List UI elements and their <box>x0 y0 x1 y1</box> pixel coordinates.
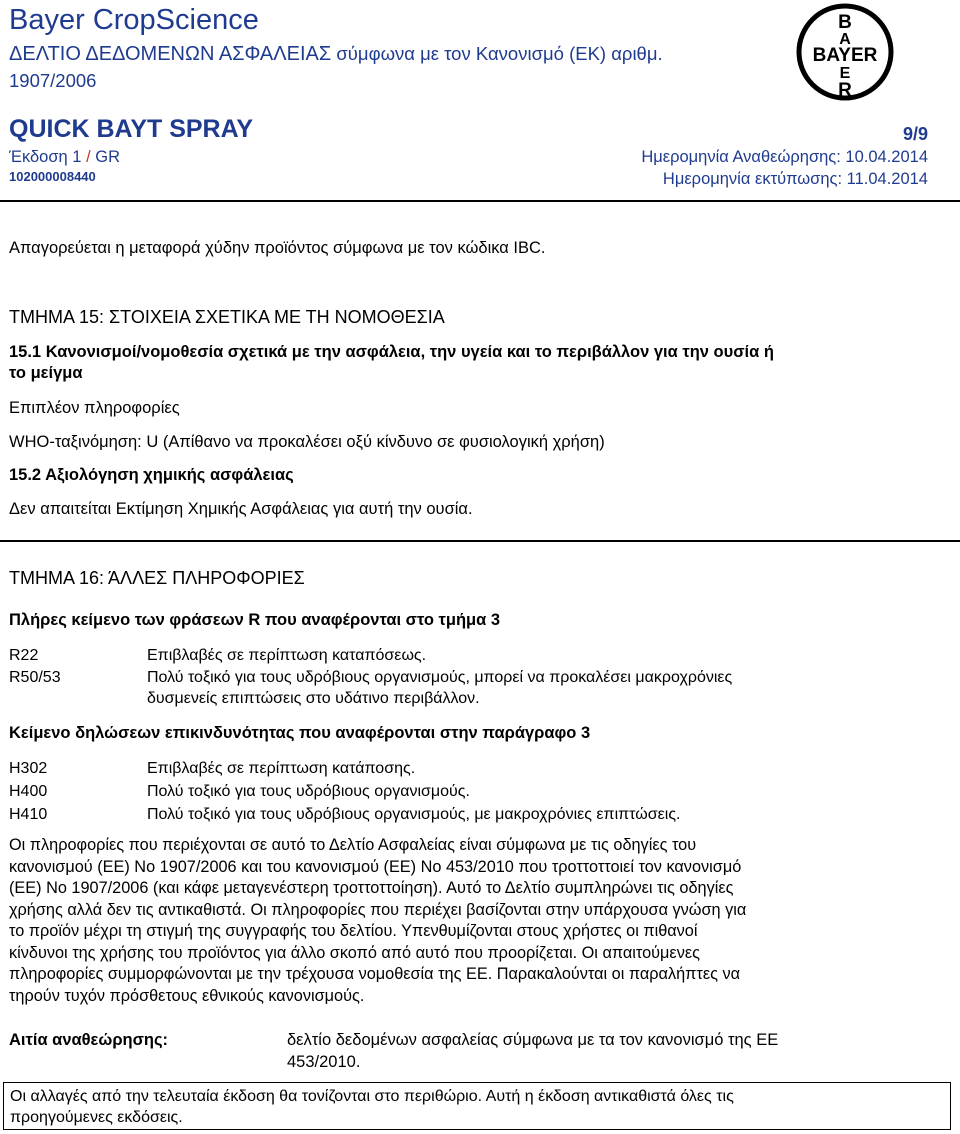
section-15-1-heading: 15.1 Κανονισμοί/νομοθεσία σχετικά με την ασφάλεια, την υγεία και το περιβάλλον για την ουσία ή <box>9 343 774 361</box>
notice-line: προηγούμενες εκδόσεις. <box>10 1109 183 1126</box>
revision-date: Ημερομηνία Αναθεώρησης: 10.04.2014 <box>641 148 928 166</box>
r-phrase-code: R22 <box>9 647 39 664</box>
r-phrases-heading: Πλήρες κείμενο των φράσεων R που αναφέρονται στο τμήμα 3 <box>9 611 501 629</box>
logo-letter-b: B <box>838 12 852 33</box>
info-line: κανονισμού (ΕΕ) Νο 1907/2006 και του κανονισμού (ΕΕ) Νο 453/2010 που τροττοττοιεί τον κανονισμό <box>9 857 742 876</box>
print-date: Ημερομηνία εκτύπωσης: 11.04.2014 <box>662 170 928 188</box>
version-prefix: Έκδοση 1 <box>9 148 87 166</box>
material-number: 102000008440 <box>9 169 96 184</box>
section-15-1-heading-cont: το μείγμα <box>9 364 83 382</box>
document-title <box>9 43 663 66</box>
who-classification: WHO-ταξινόμηση: U (Απίθανο να προκαλέσει οξύ κίνδυνο σε φυσιολογική χρήση) <box>9 433 605 451</box>
transport-note: Απαγορεύεται η μεταφορά χύδην προϊόντος σύμφωνα με τον κώδικα IBC. <box>9 239 546 257</box>
notice-line: Οι αλλαγές από την τελευταία έκδοση θα τονίζονται στο περιθώριο. Αυτή η έκδοση αντικαθιστά όλες τις <box>10 1088 734 1105</box>
h-statement-code: H410 <box>9 806 48 823</box>
info-line: το προϊόν μέχρι τη στιγμή της συγγραφής του δελτίου. Υπενθυμίζονται στους χρήστες οι πιθανοί <box>9 922 698 940</box>
header-divider <box>0 200 960 202</box>
r-phrase-text-cont: δυσμενείς επιπτώσεις στο υδάτινο περιβάλλον. <box>147 690 480 707</box>
page-number: 9/9 <box>902 124 928 144</box>
revision-reason: δελτίο δεδομένων ασφαλείας σύμφωνα με τα τον κανονισμό της ΕΕ <box>287 1031 779 1049</box>
document-title-rest: σύμφωνα με τον Κανονισμό (ΕΚ) αριθμ. <box>331 43 663 64</box>
regulation-number: 1907/2006 <box>9 70 97 91</box>
document-title-caps: ΔΕΛΤΙΟ ΔΕΔΟΜΕΝΩΝ ΑΣΦΑΛΕΙΑΣ <box>9 43 332 65</box>
info-line: κίνδυνοι της χρήσης του προϊόντος για άλλο σκοπό από αυτό που προορίζεται. Οι απαιτούμενες <box>9 943 700 962</box>
section-divider <box>0 540 960 542</box>
changes-notice-box <box>3 1082 951 1130</box>
section-15-2-heading: 15.2 Αξιολόγηση χημικής ασφάλειας <box>9 466 294 484</box>
h-statement-text: Επιβλαβές σε περίπτωση κατάποσης. <box>147 760 416 777</box>
h-statement-code: H302 <box>9 760 48 777</box>
h-statements-heading: Κείμενο δηλώσεων επικινδυνότητας που αναφέρονται στην παράγραφο 3 <box>9 724 591 742</box>
info-line: (ΕΕ) Νο 1907/2006 (και κάφε μεταγενέστερη τροττοττοίηση). Αυτό το Δελτίο συμπληρώνει τις οδηγίες <box>9 879 734 897</box>
version-separator: / <box>86 148 91 166</box>
section-15-title: ΤΜΗΜΑ 15: ΣΤΟΙΧΕΙΑ ΣΧΕΤΙΚΑ ΜΕ ΤΗ ΝΟΜΟΘΕΣΙΑ <box>9 307 445 327</box>
h-statement-code: H400 <box>9 783 48 800</box>
info-line: πληροφορίες συμμορφώνονται με την τρέχουσα νομοθεσία της ΕΕ. Παρακαλούνται οι παραλήπτες να <box>9 965 741 983</box>
info-paragraph <box>9 835 954 1007</box>
chemical-safety-note: Δεν απαιτείται Εκτίμηση Χημικής Ασφάλειας για αυτή την ουσία. <box>9 500 473 518</box>
h-statement-text: Πολύ τοξικό για τους υδρόβιους οργανισμούς. <box>147 783 470 800</box>
version-info <box>9 148 120 167</box>
more-info-heading: Επιπλέον πληροφορίες <box>9 399 180 417</box>
info-line: χρήσης αλλά δεν τις αντικαθιστά. Οι πληροφορίες που περιέχει βασίζονται στην υπάρχουσα γνώση για <box>9 900 747 919</box>
logo-letter-a: A <box>839 31 851 48</box>
revision-reason-label: Αιτία αναθεώρησης: <box>9 1031 169 1049</box>
r-phrase-code: R50/53 <box>9 669 61 686</box>
version-country: GR <box>90 148 120 166</box>
logo-word-bayer: BAYER <box>812 45 878 66</box>
r-phrase-text: Πολύ τοξικό για τους υδρόβιους οργανισμούς, μπορεί να προκαλέσει μακροχρόνιες <box>147 669 733 686</box>
bayer-cross-logo <box>795 2 895 102</box>
section-16-title: ΤΜΗΜΑ 16: ΆΛΛΕΣ ΠΛΗΡΟΦΟΡΙΕΣ <box>9 568 305 588</box>
h-statement-text: Πολύ τοξικό για τους υδρόβιους οργανισμούς, με μακροχρόνιες επιπτώσεις. <box>147 806 681 823</box>
info-line: τηρούν τυχόν πρόσθετους εθνικούς κανονισμούς. <box>9 986 365 1005</box>
revision-reason-cont: 453/2010. <box>287 1053 361 1071</box>
product-name: QUICK BAYT SPRAY <box>9 115 254 143</box>
info-line: Οι πληροφορίες που περιέχονται σε αυτό το Δελτίο Ασφαλείας είναι σύμφωνα με τις οδηγίες του <box>9 836 697 854</box>
logo-letter-r: R <box>838 80 852 101</box>
company-name: Bayer CropScience <box>9 4 259 36</box>
r-phrase-text: Επιβλαβές σε περίπτωση καταπόσεως. <box>147 647 427 664</box>
logo-letter-e: E <box>839 65 851 82</box>
